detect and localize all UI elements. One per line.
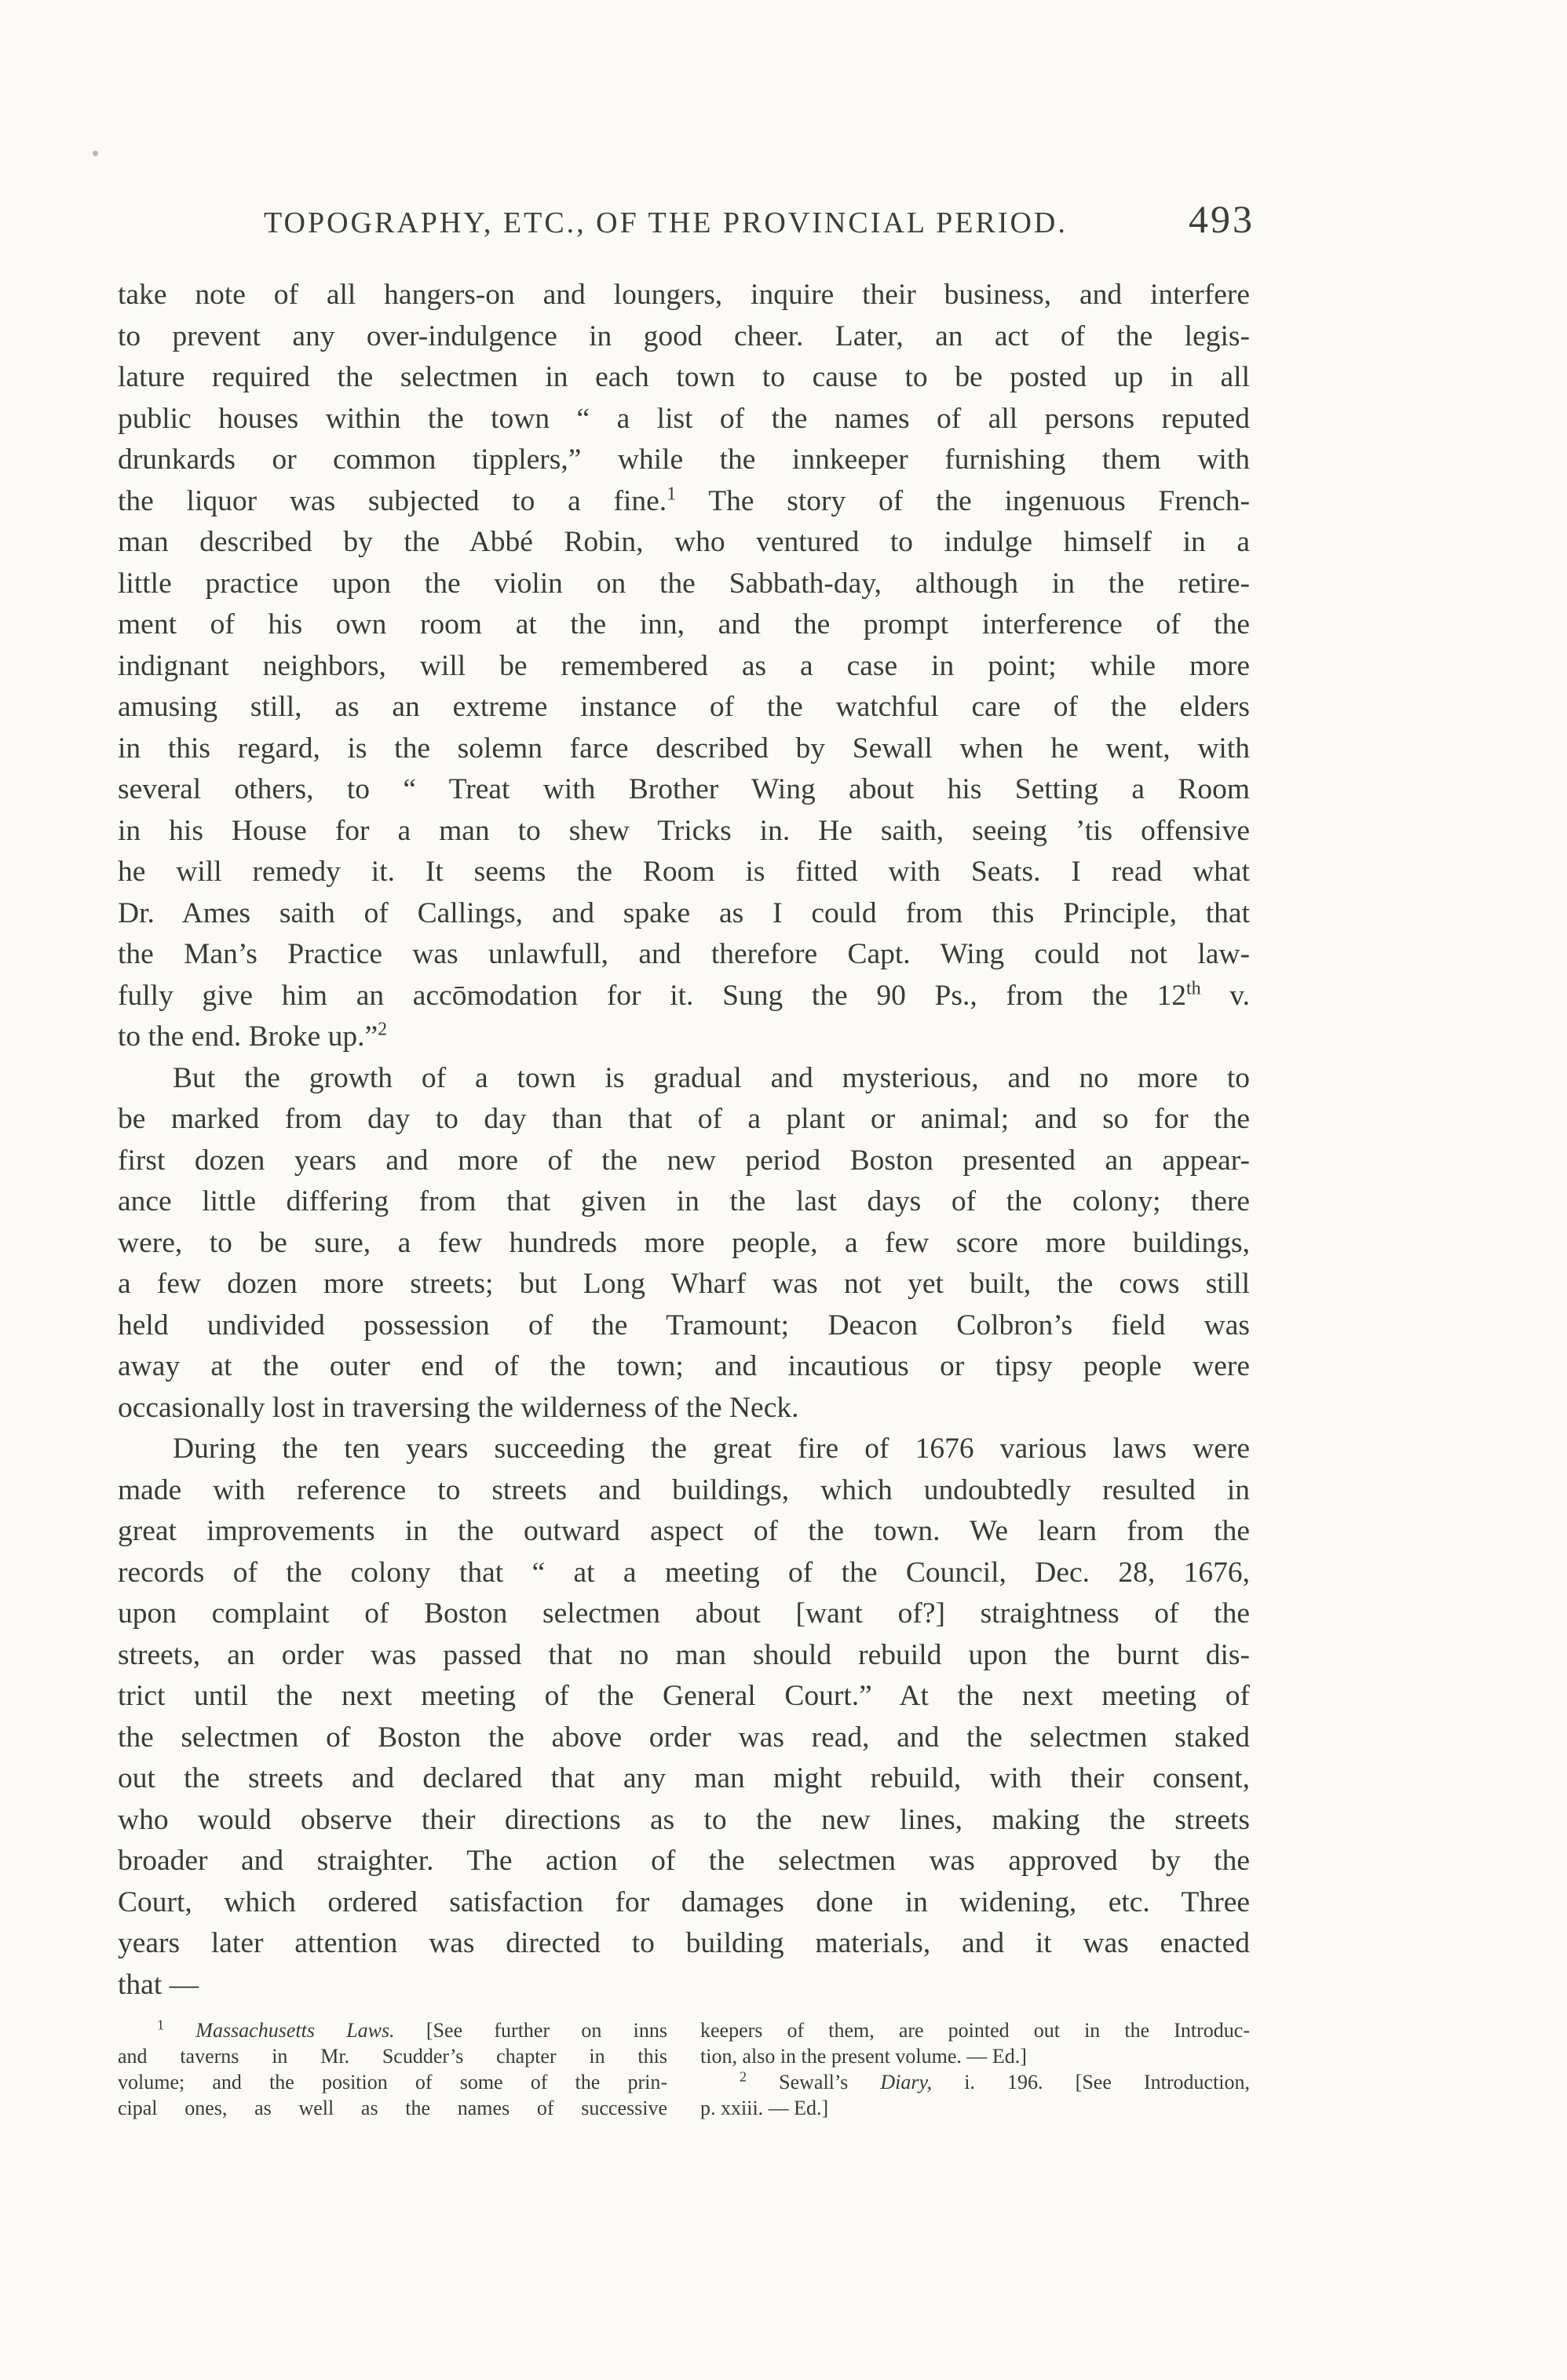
body-line: take note of all hangers-on and loungers, inquire their business, and interfere (118, 279, 1250, 311)
body-line: ance little differing from that given in the last days of the colony; there (118, 1185, 1250, 1217)
body-line: made with reference to streets and buildings, which undoubtedly resulted in (118, 1473, 1250, 1506)
line-text: fully give him an accōmodation for it. Sung the 90 Ps., from the 12 (118, 979, 1186, 1012)
body-line: But the growth of a town is gradual and mysterious, and no more to (173, 1061, 1250, 1094)
line-text: to the end. Broke up.” (118, 1020, 378, 1053)
running-title: TOPOGRAPHY, ETC., OF THE PROVINCIAL PERIOD. (264, 206, 1068, 239)
footnote-line: tion, also in the present volume. — Ed.] (700, 2045, 1027, 2068)
body-line: Dr. Ames saith of Callings, and spake as I could from this Principle, that (118, 896, 1250, 929)
body-line: who would observe their directions as to the new lines, making the streets (118, 1803, 1250, 1836)
footnote-marker: 1 (667, 484, 677, 504)
body-line: amusing still, as an extreme instance of the watchful care of the elders (118, 691, 1250, 723)
line-text: The story of the ingenuous French- (676, 484, 1251, 517)
body-line: he will remedy it. It seems the Room is fitted with Seats. I read what (118, 856, 1250, 888)
footnote-number: 2 (740, 2068, 747, 2085)
body-line: occasionally lost in traversing the wilderness of the Neck. (118, 1391, 799, 1424)
page-number: 493 (1189, 197, 1255, 241)
footnote-line: volume; and the position of some of the prin- (118, 2071, 667, 2093)
body-line: years later attention was directed to building materials, and it was enacted (118, 1927, 1250, 1959)
footnote-line: p. xxiii. — Ed.] (700, 2097, 829, 2119)
footnote-column-left (118, 2017, 667, 2121)
body-line: a few dozen more streets; but Long Wharf was not yet built, the cows still (118, 1268, 1250, 1300)
body-line: public houses within the town “ a list of the names of all persons reputed (118, 402, 1250, 435)
footnote-text: Sewall’s (779, 2071, 881, 2093)
footnote-text: [See further on inns (394, 2019, 668, 2042)
body-line: in this regard, is the solemn farce described by Sewall when he went, with (118, 732, 1250, 765)
body-line: in his House for a man to shew Tricks in. He saith, seeing ’tis offensive (118, 814, 1250, 847)
body-line: out the streets and declared that any man might rebuild, with their consent, (118, 1762, 1250, 1794)
body-line: upon complaint of Boston selectmen about [want of?] straightness of the (118, 1597, 1250, 1630)
body-line: little practice upon the violin on the Sabbath-day, although in the retire- (118, 567, 1250, 600)
footnote-marker: 2 (378, 1019, 388, 1040)
body-line: drunkards or common tipplers,” while the innkeeper furnishing them with (118, 444, 1250, 476)
body-line: trict until the next meeting of the General Court.” At the next meeting of (118, 1680, 1250, 1712)
body-line: away at the outer end of the town; and incautious or tipsy people were (118, 1350, 1250, 1382)
body-text (118, 275, 1250, 2006)
footnote-italic: Massachusetts Laws. (195, 2019, 395, 2042)
body-line (118, 1017, 1250, 1058)
footnote-line (700, 2069, 1250, 2095)
footnote-number: 1 (157, 2017, 164, 2033)
page-speck (93, 151, 98, 156)
body-line: were, to be sure, a few hundreds more people, a few score more buildings, (118, 1226, 1250, 1259)
superscript: th (1185, 978, 1201, 998)
running-head (118, 196, 1295, 259)
footnote-line: and taverns in Mr. Scudder’s chapter in this (118, 2045, 667, 2068)
body-line: held undivided possession of the Tramount; Deacon Colbron’s field was (118, 1309, 1250, 1341)
line-text: v. (1200, 979, 1250, 1012)
body-line: several others, to “ Treat with Brother Wing about his Setting a Room (118, 773, 1250, 805)
body-line: great improvements in the outward aspect of the town. We learn from the (118, 1515, 1250, 1547)
body-line: records of the colony that “ at a meeting of the Council, Dec. 28, 1676, (118, 1556, 1250, 1589)
footnote-text: i. 196. [See Introduction, (932, 2071, 1251, 2093)
body-line: the selectmen of Boston the above order was read, and the selectmen staked (118, 1721, 1250, 1754)
body-line: streets, an order was passed that no man should rebuild upon the burnt dis- (118, 1638, 1250, 1671)
body-line: first dozen years and more of the new period Boston presented an appear- (118, 1144, 1250, 1177)
body-line: ment of his own room at the inn, and the prompt interference of the (118, 608, 1250, 641)
footnotes (118, 2017, 1250, 2121)
body-line: indignant neighbors, will be remembered as a case in point; while more (118, 649, 1250, 682)
footnote-line: cipal ones, as well as the names of successive (118, 2097, 667, 2119)
body-line: broader and straighter. The action of the selectmen was approved by the (118, 1845, 1250, 1877)
body-line: lature required the selectmen in each town to cause to be posted up in all (118, 361, 1250, 393)
footnote-line (118, 2017, 667, 2043)
footnote-line: keepers of them, are pointed out in the Introduc- (700, 2019, 1250, 2042)
body-line: Court, which ordered satisfaction for damages done in widening, etc. Three (118, 1885, 1250, 1918)
body-line: the Man’s Practice was unlawfull, and therefore Capt. Wing could not law- (118, 938, 1250, 970)
line-text: the liquor was subjected to a fine. (118, 484, 667, 517)
body-line: to prevent any over-indulgence in good cheer. Later, an act of the legis- (118, 319, 1250, 352)
body-line: man described by the Abbé Robin, who ventured to indulge himself in a (118, 526, 1250, 558)
footnote-italic: Diary, (880, 2071, 933, 2093)
body-line: During the ten years succeeding the great fire of 1676 various laws were (173, 1433, 1250, 1465)
body-line: that — (118, 1968, 199, 2001)
body-line (118, 976, 1250, 1017)
footnote-column-right (700, 2017, 1250, 2121)
body-line: be marked from day to day than that of a plant or animal; and so for the (118, 1103, 1250, 1135)
body-line (118, 481, 1250, 523)
